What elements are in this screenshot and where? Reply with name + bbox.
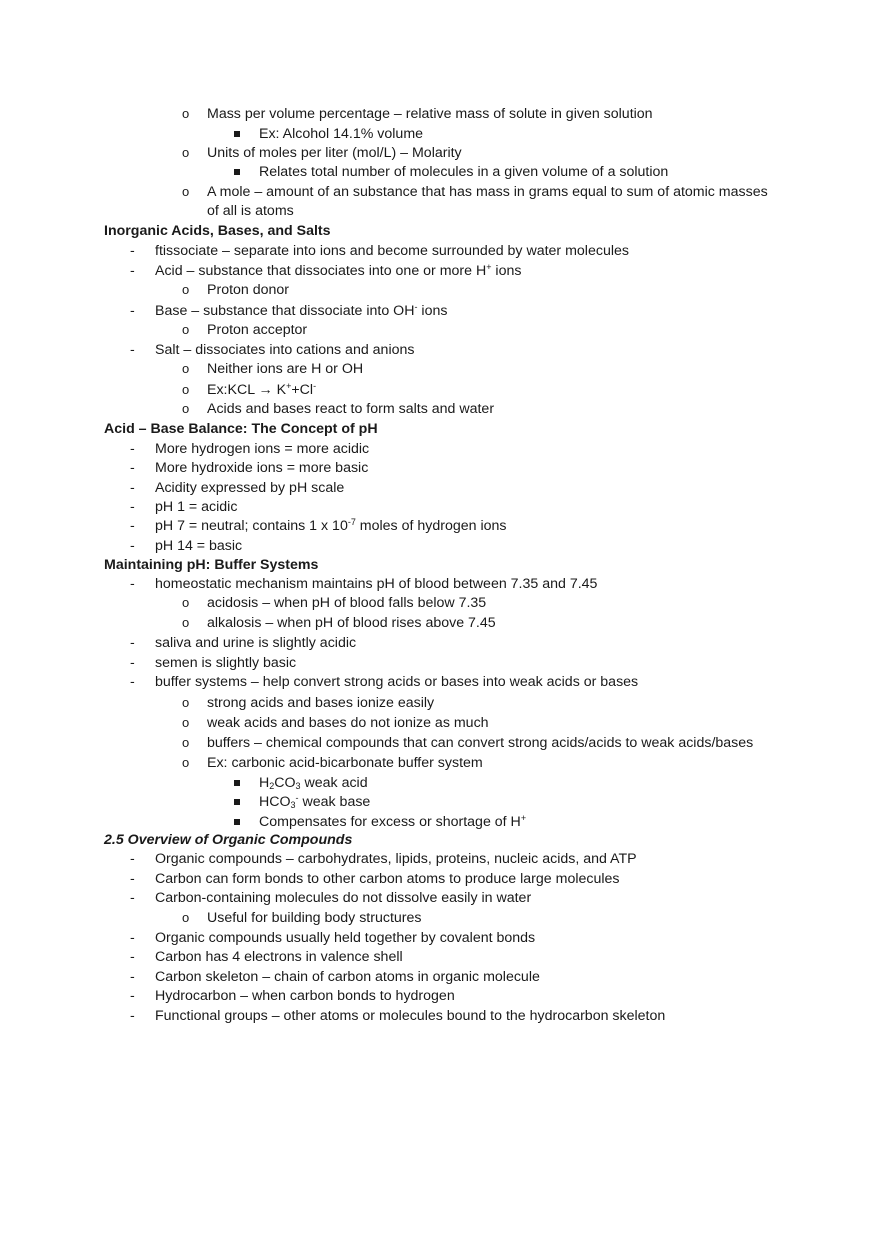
dash-bullet: - [130, 518, 135, 534]
dash-bullet: - [130, 949, 135, 965]
dash-bullet: - [130, 499, 135, 515]
dash-bullet: - [130, 342, 135, 358]
circle-bullet-icon: o [182, 715, 190, 730]
circle-bullet-icon: o [182, 184, 190, 199]
dash-bullet: - [130, 674, 135, 690]
square-bullet-icon [234, 131, 240, 137]
circle-bullet-icon: o [182, 382, 190, 397]
section-heading: 2.5 Overview of Organic Compounds [104, 832, 353, 848]
square-bullet-icon [234, 799, 240, 805]
dash-bullet: - [130, 263, 135, 279]
dash-bullet: - [130, 303, 135, 319]
circle-bullet-icon: o [182, 401, 190, 416]
circle-bullet-icon: o [182, 282, 190, 297]
dash-bullet: - [130, 538, 135, 554]
section-heading: Inorganic Acids, Bases, and Salts [104, 223, 331, 239]
circle-bullet-icon: o [182, 735, 190, 750]
circle-bullet-icon: o [182, 106, 190, 121]
dash-bullet: - [130, 441, 135, 457]
dash-bullet: - [130, 460, 135, 476]
circle-bullet-icon: o [182, 755, 190, 770]
square-bullet-icon [234, 169, 240, 175]
circle-bullet-icon: o [182, 695, 190, 710]
document-page: o Mass per volume percentage – relative mass of solute in given solution Ex: Alcohol 14.1% volume o Units of moles per liter (mol/L) – Molarity Relates total number of molecules in a given volume of a solution o A mole – amount of an substance that has mass in grams equal to sum of atomic masses of all is atoms Inorganic Acids, Bases, and Salts - ftissociate – separate into ions and become surrounded by water molecules - Acid – substance that dissociates into one or more H+ ions o Proton donor - Base – substance that dissociate into OH- ions o Proton acceptor - Salt – dissociates into cations and anions o Neither ions are H or OH o Ex:KCL → K++Cl- o Acids and bases react to form salts and water Acid – Base Balance: The Concept of pH - More hydrogen ions = more acidic - More hydroxide ions = more basic - Acidity expressed by pH scale - pH 1 = acidic - pH 7 = neutral; contains 1 x $10^{-7}$ moles of hydrogen ions - pH 14 = basic Maintaining pH: Buffer Systems - homeostatic mechanism maintains pH of blood between 7.35 and 7.45 o acidosis – when pH of blood falls below 7.35 o alkalosis – when pH of blood rises above 7.45 - saliva and urine is slightly acidic - semen is slightly basic - buffer systems – help convert strong acids or bases into weak acids or bases o strong acids and bases ionize easily o weak acids and bases do not ionize as much o buffers – chemical compounds that can convert strong acids/acids to weak acids/bases o Ex: carbonic acid-bicarbonate buffer system $H_2CO_3$ weak acid $HCO_3^-$ weak base Compensates for excess or shortage of H+ 2.5 Overview of Organic Compounds - Organic compounds – carbohydrates, lipids, proteins, nucleic acids, and ATP - Carbon can form bonds to other carbon atoms to produce large molecules - Carbon-containing molecules do not dissolve easily in water o Useful for building body structures - Organic compounds usually held together by covalent bonds - Carbon has 4 electrons in valence shell - Carbon skeleton – chain of carbon atoms in organic molecule - Hydrocarbon – when carbon bonds to hydrogen - Functional groups – other atoms or molecules bound to the hydrocarbon skeleton [104, 106, 768, 1024]
section-heading: Maintaining pH: Buffer Systems [104, 557, 319, 573]
dash-bullet: - [130, 969, 135, 985]
circle-bullet-icon: o [182, 595, 190, 610]
arrow-right-icon: → [258, 382, 273, 398]
circle-bullet-icon: o [182, 361, 190, 376]
dash-bullet: - [130, 480, 135, 496]
circle-bullet-icon: o [182, 910, 190, 925]
circle-bullet-icon: o [182, 145, 190, 160]
dash-bullet: - [130, 851, 135, 867]
section-heading: Acid – Base Balance: The Concept of pH [104, 421, 378, 437]
circle-bullet-icon: o [182, 322, 190, 337]
dash-bullet: - [130, 635, 135, 651]
dash-bullet: - [130, 655, 135, 671]
dash-bullet: - [130, 576, 135, 592]
dash-bullet: - [130, 1008, 135, 1024]
square-bullet-icon [234, 780, 240, 786]
square-bullet-icon [234, 819, 240, 825]
dash-bullet: - [130, 243, 135, 259]
dash-bullet: - [130, 890, 135, 906]
dash-bullet: - [130, 871, 135, 887]
dash-bullet: - [130, 988, 135, 1004]
circle-bullet-icon: o [182, 615, 190, 630]
dash-bullet: - [130, 930, 135, 946]
